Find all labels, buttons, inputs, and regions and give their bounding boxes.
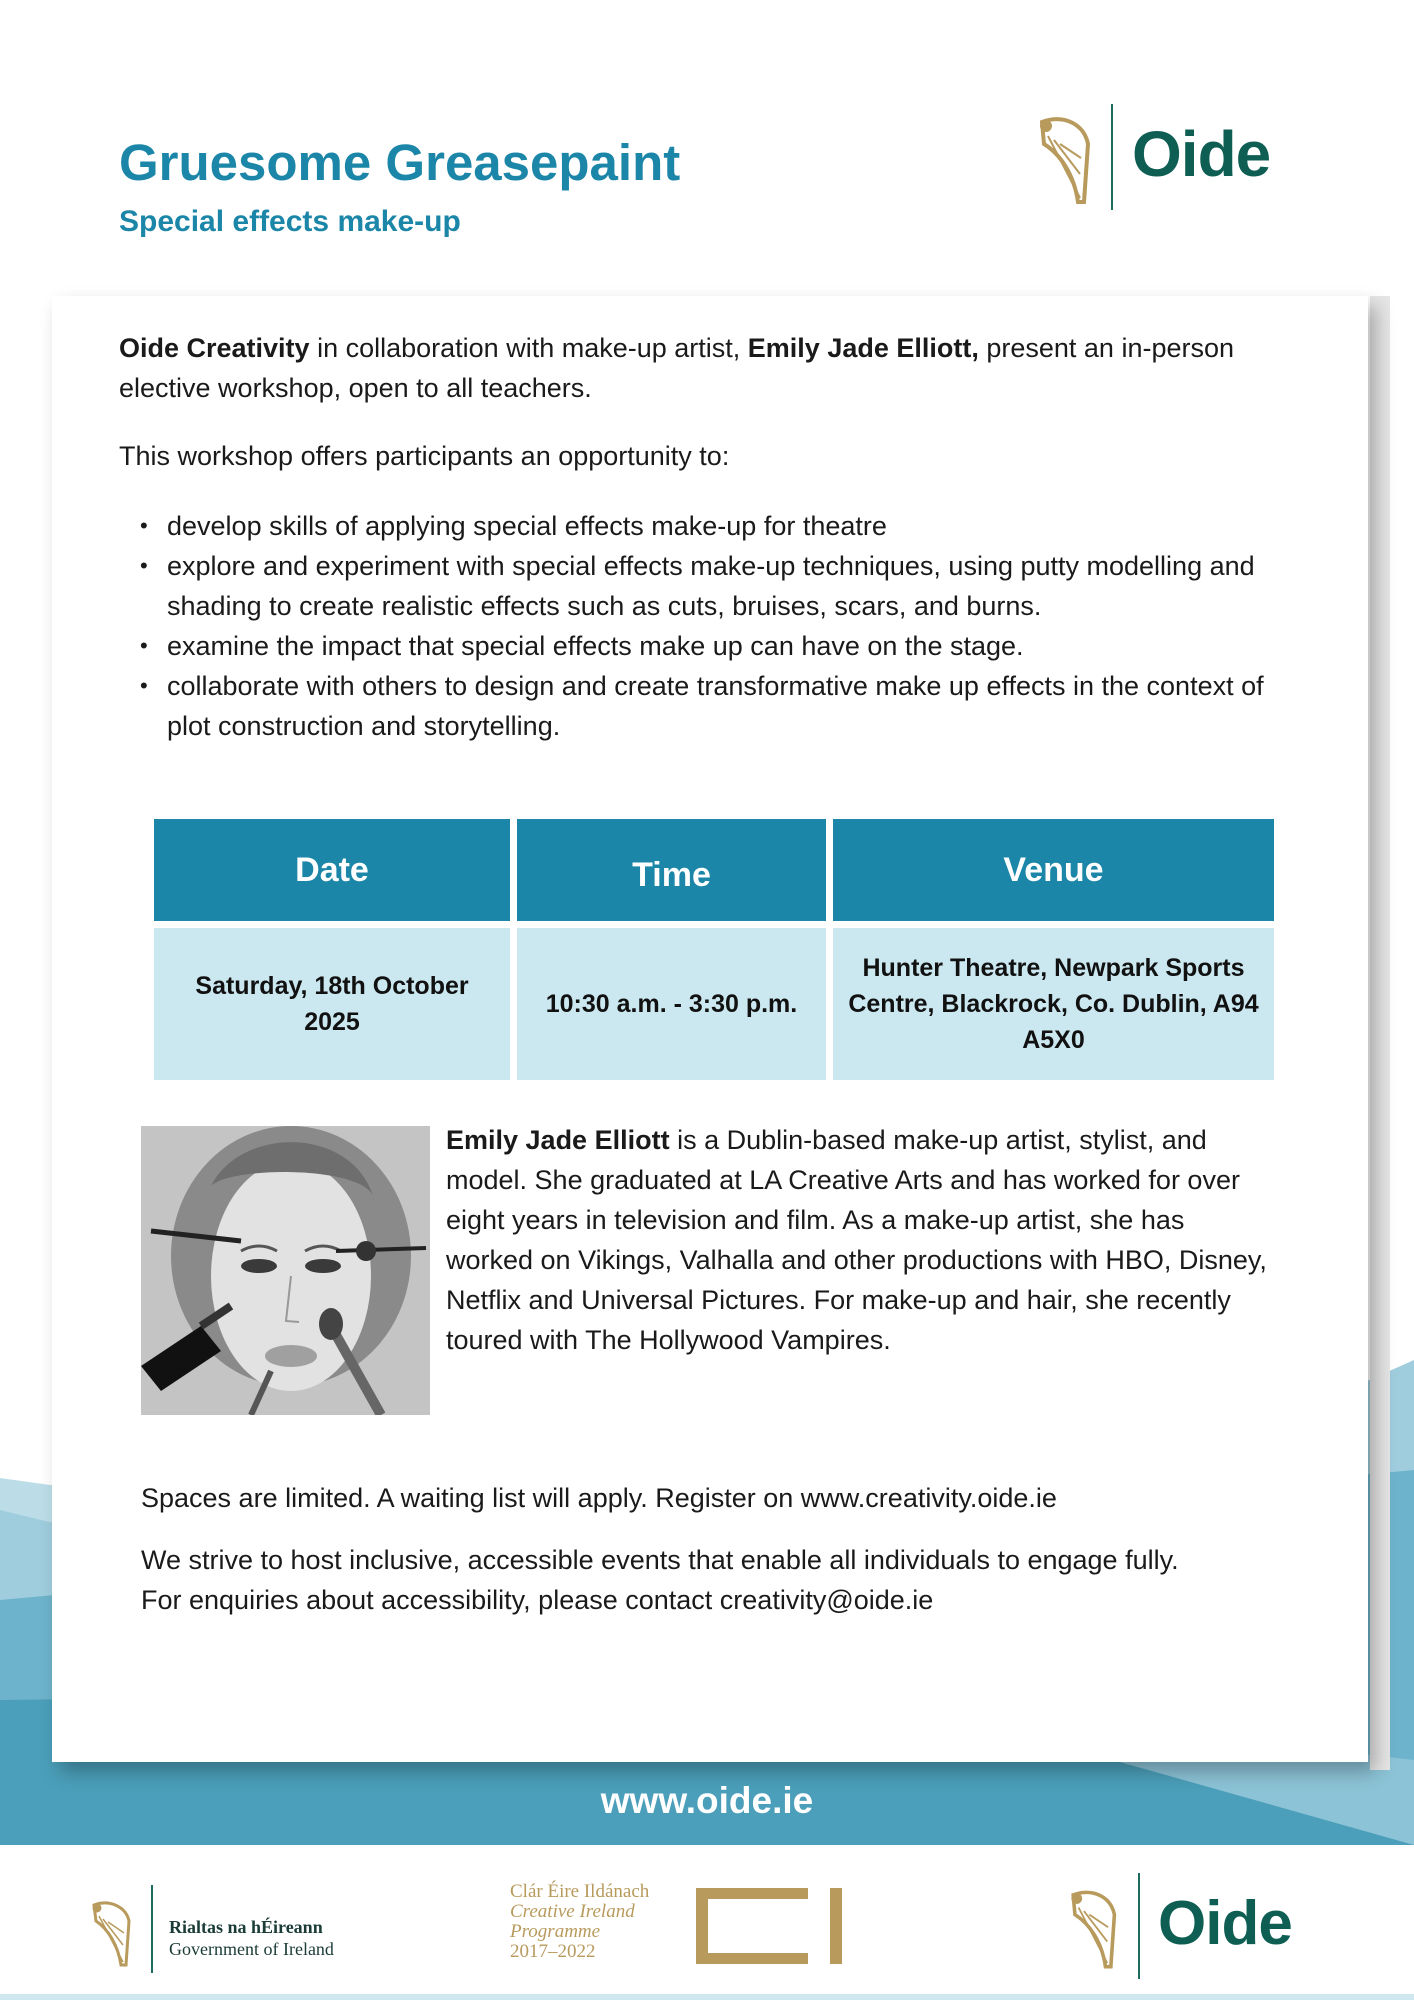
list-item: • explore and experiment with special effects make-up techniques, using putty modelling and shading to create realistic effects such as cuts, bruises, scars, and burns. (136, 546, 1286, 626)
ci-line-4: 2017–2022 (510, 1941, 596, 1962)
venue-cell: Hunter Theatre, Newpark Sports Centre, Blackrock, Co. Dublin, A94 A5X0 (833, 928, 1274, 1080)
intro-paragraph (119, 328, 1269, 408)
venue-header: Venue (833, 819, 1274, 921)
accessibility-line-1: We strive to host inclusive, accessible events that enable all individuals to engage fully. (141, 1545, 1179, 1575)
date-header: Date (154, 819, 510, 921)
ci-line-2: Creative Ireland (510, 1901, 635, 1922)
intro-artist: Emily Jade Elliott, (747, 333, 979, 363)
oide-footer-divider (1138, 1873, 1140, 1979)
website-link[interactable]: www.oide.ie (600, 1780, 814, 1821)
logo-divider (1111, 104, 1113, 210)
page-title: Gruesome Greasepaint (119, 134, 681, 191)
time-cell: 10:30 a.m. - 3:30 p.m. (517, 928, 826, 1080)
bottom-strip (0, 1994, 1414, 2000)
gov-name-irish: Rialtas na hÉireann (169, 1917, 323, 1937)
bio-text: is a Dublin-based make-up artist, stylist, and model. She graduated at LA Creative Arts and has worked for over eight years in television and film. As a make-up artist, she has worked on Vikings, Valhalla and other productions with HBO, Disney, Netflix and Universal Pictures. For make-up and hair, she recently toured with The Hollywood Vampires. (446, 1125, 1267, 1355)
harp-icon (88, 1899, 132, 1969)
intro-org: Oide Creativity (119, 333, 310, 363)
harp-icon (1034, 114, 1092, 206)
harp-icon (1066, 1887, 1118, 1971)
ci-mark-icon (696, 1888, 844, 1964)
oide-footer-logo (1066, 1873, 1296, 1983)
accessibility-line-2: For enquiries about accessibility, please contact creativity@oide.ie (141, 1585, 934, 1615)
portrait-illustration (141, 1126, 430, 1415)
creative-ireland-logo (510, 1882, 850, 1992)
header (119, 134, 680, 239)
list-item: • collaborate with others to design and create transformative make up effects in the context of plot construction and storytelling. (136, 666, 1286, 746)
time-header: Time (517, 819, 826, 921)
oide-footer-wordmark: Oide (1158, 1889, 1292, 1958)
objectives-list (136, 506, 1286, 746)
gov-name-english: Government of Ireland (169, 1939, 334, 1959)
table-row (154, 928, 1274, 1080)
table-header-row (154, 819, 1274, 921)
lead-paragraph: This workshop offers participants an opportunity to: (119, 441, 730, 471)
artist-bio (446, 1120, 1276, 1360)
date-cell: Saturday, 18th October 2025 (154, 928, 510, 1080)
accessibility-note (141, 1540, 1321, 1620)
gov-divider (151, 1885, 153, 1973)
bio-name: Emily Jade Elliott (446, 1125, 670, 1155)
intro-text-2: present an in-person elective workshop, open to all teachers. (119, 333, 1235, 403)
oide-logo (1034, 104, 1271, 212)
intro-text-1: in collaboration with make-up artist, (309, 333, 748, 363)
event-details-table (147, 812, 1281, 1087)
ci-line-1: Clár Éire Ildánach (510, 1881, 650, 1902)
registration-note: Spaces are limited. A waiting list will apply. Register on www.creativity.oide.ie (141, 1483, 1057, 1513)
list-item: • examine the impact that special effects make up can have on the stage. (136, 626, 1286, 666)
list-item: • develop skills of applying special effects make-up for theatre (136, 506, 1286, 546)
ci-line-3: Programme (510, 1921, 601, 1942)
artist-photo (141, 1126, 430, 1415)
page-subtitle: Special effects make-up (119, 204, 461, 238)
ci-text (510, 1882, 649, 1962)
footer (0, 1845, 1414, 2000)
government-logo (88, 1885, 368, 1965)
oide-wordmark: Oide (1132, 118, 1271, 190)
